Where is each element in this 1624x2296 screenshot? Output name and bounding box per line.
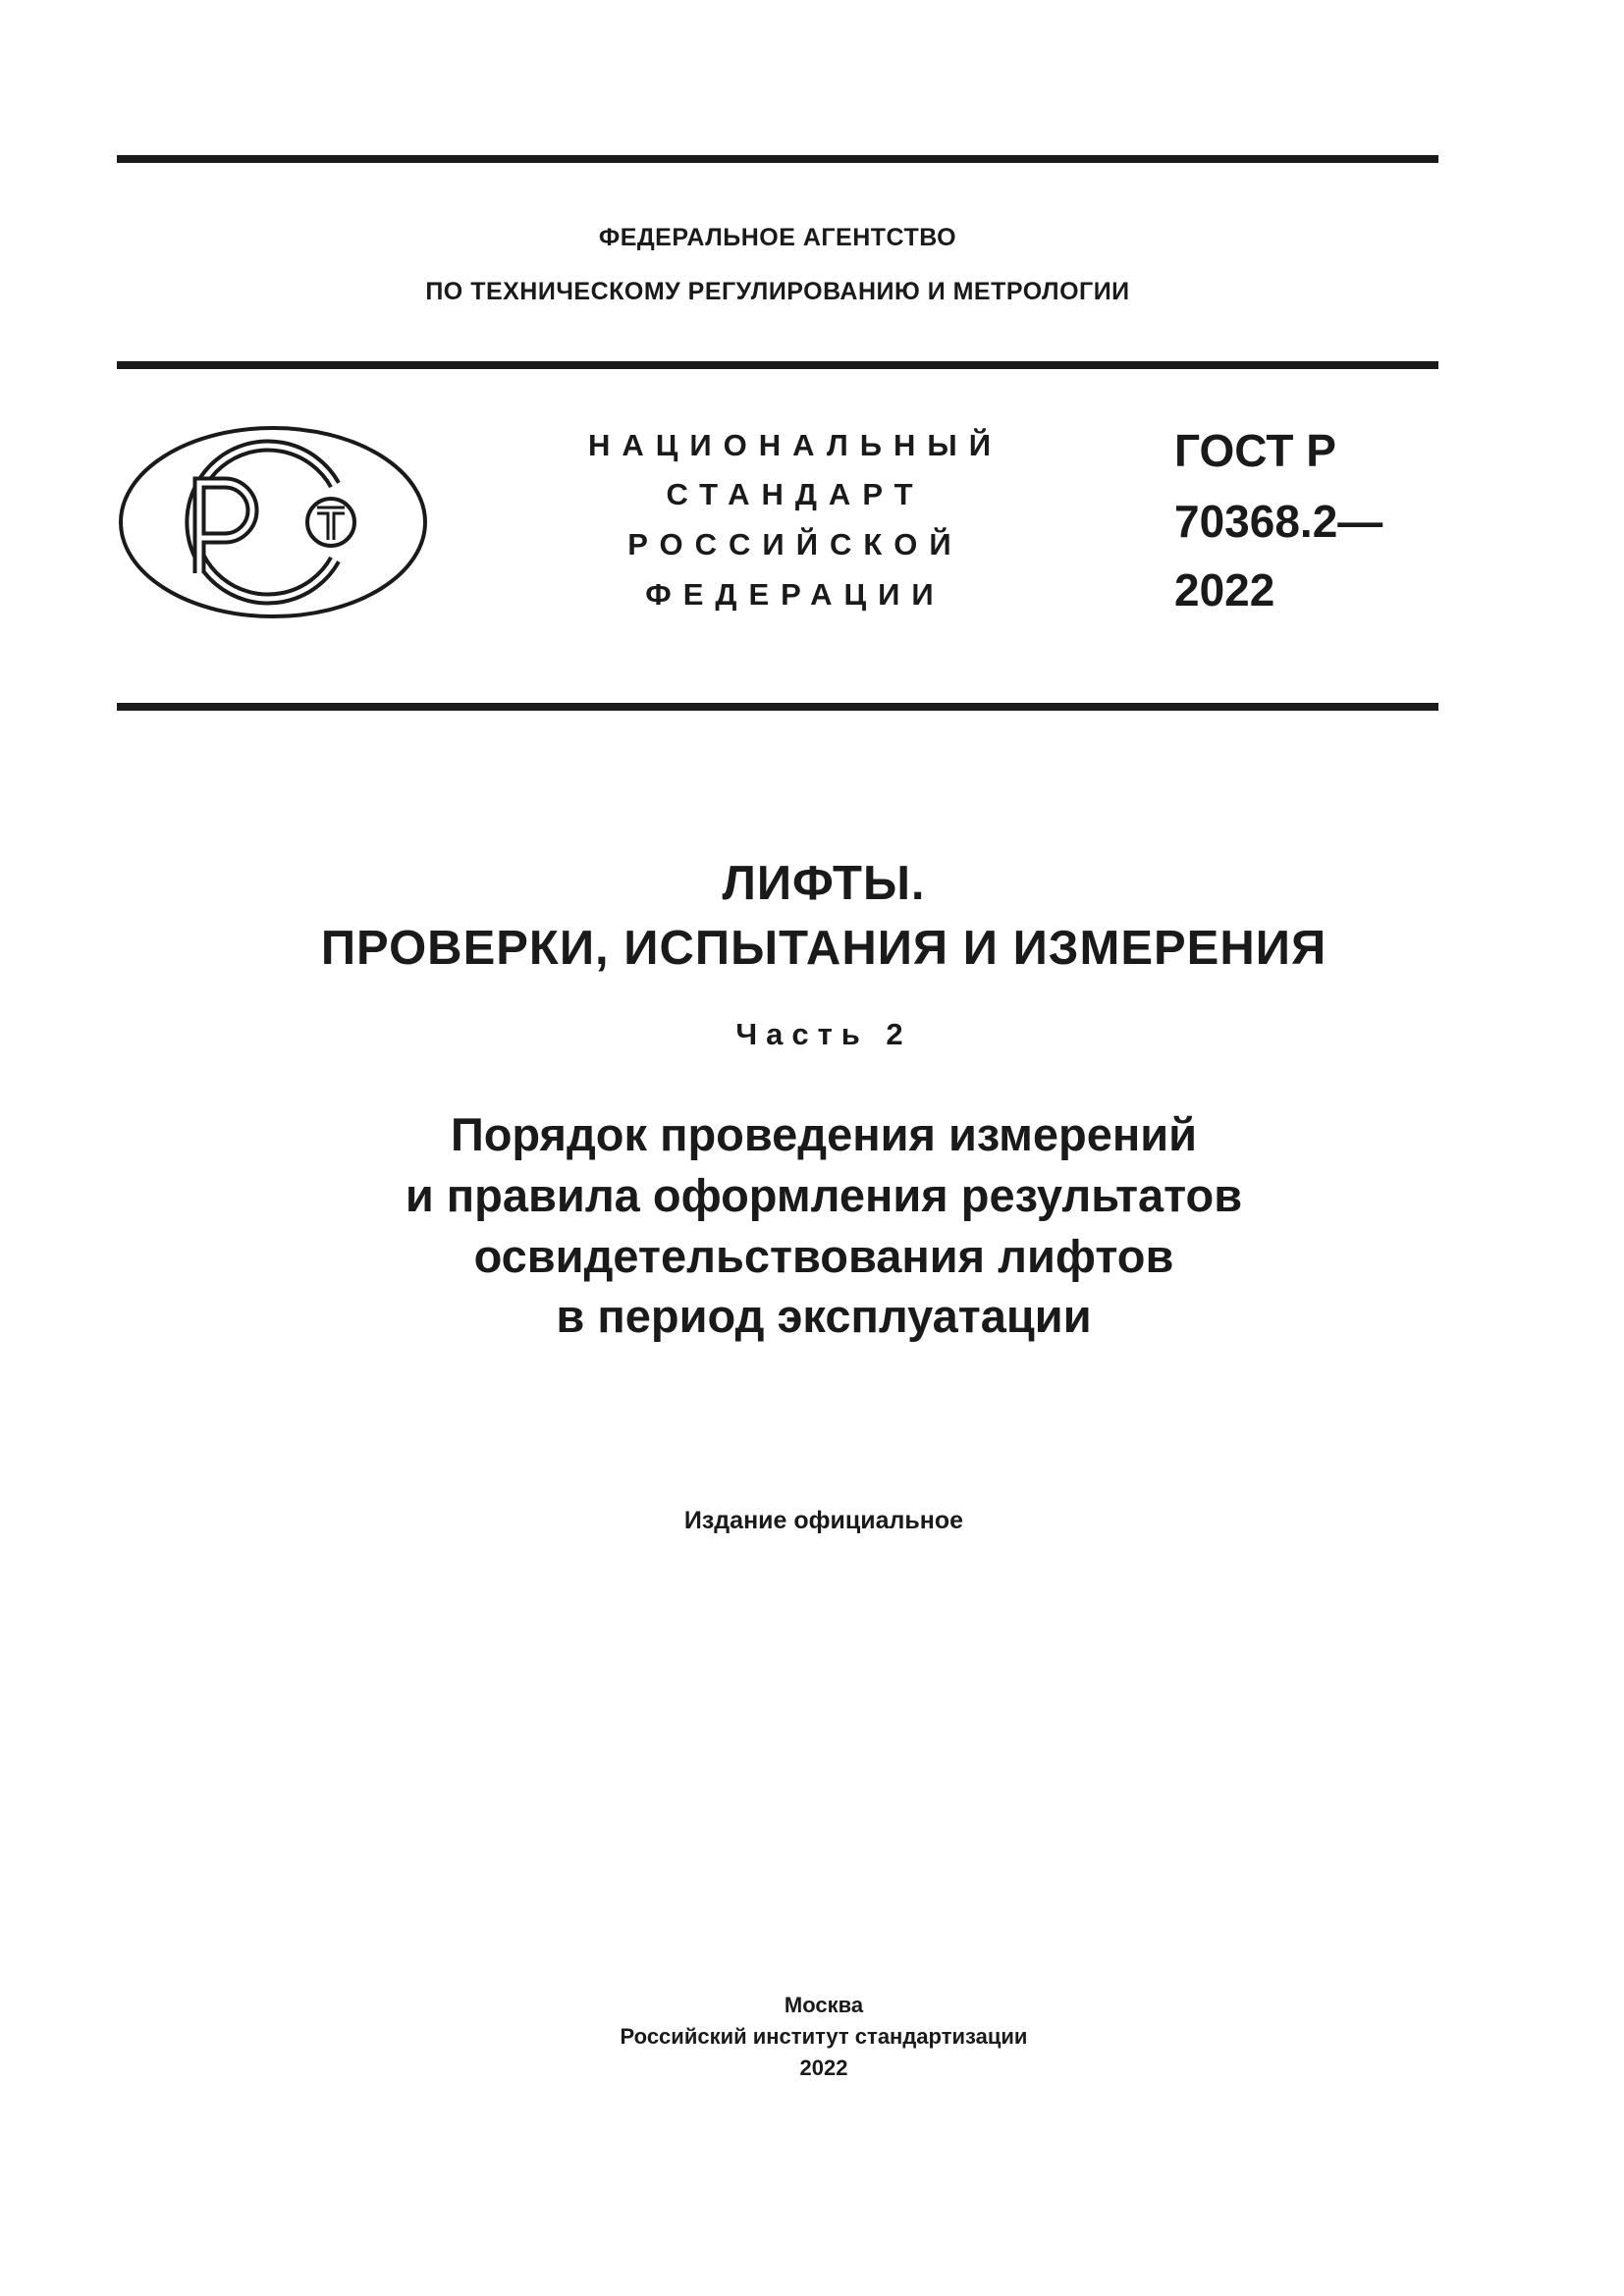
subtitle-line-3: освидетельствования лифтов: [473, 1230, 1174, 1282]
standard-code-line-3: 2022: [1174, 564, 1275, 615]
imprint-year: 2022: [799, 2056, 848, 2080]
subtitle-line-2: и правила оформления результатов: [405, 1169, 1243, 1221]
agency-name-line-1: ФЕДЕРАЛЬНОЕ АГЕНТСТВО: [598, 224, 957, 251]
subtitle-line-1: Порядок проведения измерений: [450, 1108, 1198, 1160]
standard-type-line-3: РОССИЙСКОЙ: [627, 527, 963, 561]
document-title-line-1: ЛИФТЫ.: [722, 857, 926, 910]
gost-r-certification-mark-icon: [117, 424, 429, 620]
standard-type-line-2: СТАНДАРТ: [666, 477, 925, 511]
agency-name-line-2: ПО ТЕХНИЧЕСКОМУ РЕГУЛИРОВАНИЮ И МЕТРОЛОГИИ: [425, 278, 1130, 305]
edition-label: Издание официальное: [683, 1507, 964, 1534]
standard-code-line-2: 70368.2—: [1174, 496, 1383, 547]
top-rule: [117, 155, 1438, 163]
section-rule: [117, 703, 1438, 711]
standard-type-line-1: НАЦИОНАЛЬНЫЙ: [587, 428, 1003, 462]
part-number: Часть 2: [735, 1017, 912, 1051]
standard-type-line-4: ФЕДЕРАЦИИ: [645, 577, 946, 612]
subtitle-line-4: в период эксплуатации: [556, 1290, 1092, 1342]
document-title-line-2: ПРОВЕРКИ, ИСПЫТАНИЯ И ИЗМЕРЕНИЯ: [320, 922, 1327, 975]
header-rule: [117, 361, 1438, 369]
imprint-publisher: Российский институт стандартизации: [620, 2024, 1028, 2049]
standard-code-line-1: ГОСТ Р: [1174, 425, 1336, 476]
imprint-city: Москва: [784, 1993, 864, 2017]
